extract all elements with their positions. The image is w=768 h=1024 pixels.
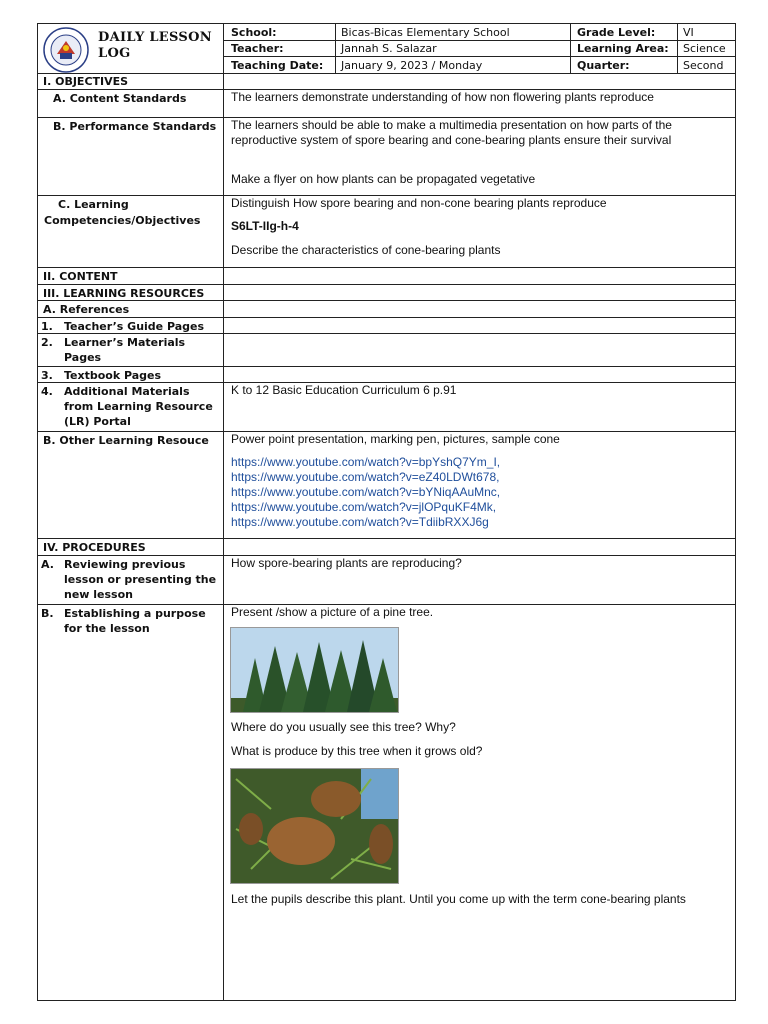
pine-tree-image [230,627,399,713]
video-link[interactable]: https://www.youtube.com/watch?v=bpYshQ7Ym_I, [231,455,501,469]
grade-value: VI [683,26,694,39]
pine-cone-image [230,768,399,884]
row-divider [37,73,736,74]
quarter-label: Quarter: [577,59,630,72]
content-standards-label: A. Content Standards [53,92,187,105]
date-value: January 9, 2023 / Monday [341,59,483,72]
performance-standards-label: B. Performance Standards [53,120,217,133]
additional-materials-text: K to 12 Basic Education Curriculum 6 p.91 [231,383,457,397]
school-value: Bicas-Bicas Elementary School [341,26,510,39]
purpose-text: Present /show a picture of a pine tree. [231,605,434,619]
header-divider [335,23,336,73]
school-label: School: [231,26,277,39]
performance-standards-text-2: Make a flyer on how plants can be propagated vegetative [231,172,536,186]
question-2: What is produce by this tree when it grows old? [231,744,483,758]
competency-code: S6LT-IIg-h-4 [231,219,299,233]
area-label: Learning Area: [577,42,669,55]
competencies-label-line1: C. Learning [58,198,129,211]
item-number: 1. [41,320,53,333]
area-value: Science [683,42,726,55]
question-1: Where do you usually see this tree? Why? [231,720,456,734]
teachers-guide-label: Teacher’s Guide Pages [64,320,205,333]
deped-seal-icon [43,27,89,73]
procedures-heading: IV. PROCEDURES [43,541,146,554]
grade-label: Grade Level: [577,26,656,39]
row-divider [37,366,736,367]
header-divider [570,23,571,73]
video-link[interactable]: https://www.youtube.com/watch?v=eZ40LDWt678, [231,470,500,484]
additional-materials-label: Additional Materials from Learning Resource (LR) Portal [64,385,213,428]
item-number: 2. [41,336,53,349]
quarter-value: Second [683,59,724,72]
video-link[interactable]: https://www.youtube.com/watch?v=bYNiqAAuMnc, [231,485,501,499]
other-resources-label: B. Other Learning Resouce [43,434,209,447]
item-number: 3. [41,369,53,382]
item-number: 4. [41,385,53,398]
other-resources-text: Power point presentation, marking pen, pictures, sample cone [231,432,560,446]
video-link[interactable]: https://www.youtube.com/watch?v=TdiibRXXJ6g [231,515,489,529]
date-label: Teaching Date: [231,59,324,72]
content-heading: II. CONTENT [43,270,118,283]
page-title: DAILY LESSON LOG [98,30,212,61]
reviewing-text: How spore-bearing plants are reproducing? [231,556,462,570]
learners-materials-label: Learner’s Materials Pages [64,336,186,364]
item-number: A. [41,558,54,571]
textbook-pages-label: Textbook Pages [64,369,162,382]
resources-heading: III. LEARNING RESOURCES [43,287,205,300]
row-divider [37,284,736,285]
row-divider [37,538,736,539]
performance-standards-text: The learners should be able to make a multimedia presentation on how parts of the reproductive system of spore bearing and cone-bearing plants ensure their survival [231,118,672,147]
purpose-label: Establishing a purpose for the lesson [64,607,206,635]
row-divider [37,267,736,268]
column-divider [223,23,224,1001]
content-standards-text: The learners demonstrate understanding of how non flowering plants reproduce [231,90,654,104]
competency-text: Distinguish How spore bearing and non-cone bearing plants reproduce [231,196,607,210]
references-label: A. References [43,303,130,316]
reviewing-label: Reviewing previous lesson or presenting the new lesson [64,558,217,601]
describe-text: Let the pupils describe this plant. Until you come up with the term cone-bearing plants [231,892,686,906]
competency-text-2: Describe the characteristics of cone-bearing plants [231,243,501,257]
teacher-label: Teacher: [231,42,284,55]
competencies-label-line2: Competencies/Objectives [44,214,201,227]
video-link[interactable]: https://www.youtube.com/watch?v=jlOPquKF4Mk, [231,500,497,514]
teacher-value: Jannah S. Salazar [341,42,437,55]
header-divider [677,23,678,73]
row-divider [37,317,736,318]
objectives-heading: I. OBJECTIVES [43,75,129,88]
item-number: B. [41,607,54,620]
row-divider [223,56,736,57]
